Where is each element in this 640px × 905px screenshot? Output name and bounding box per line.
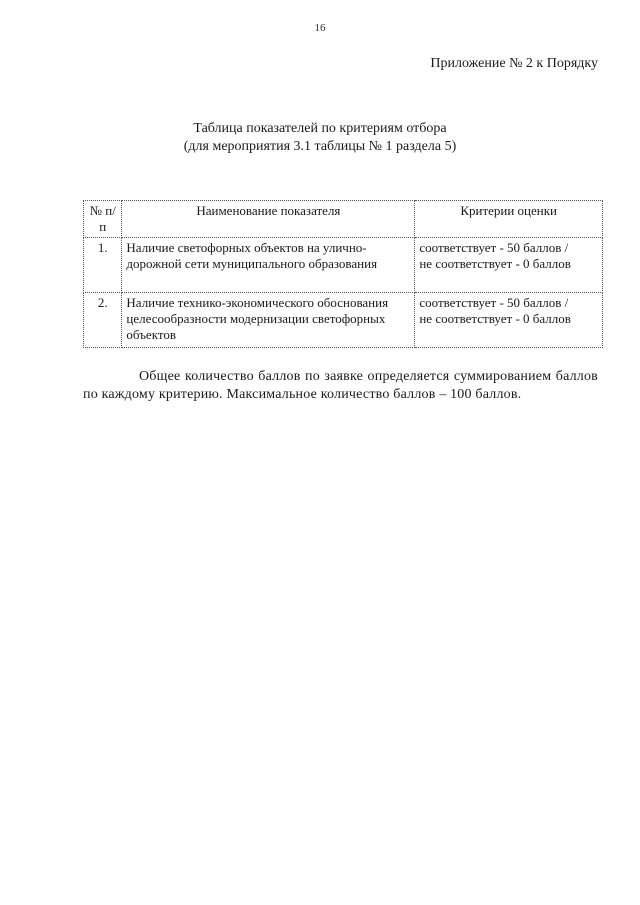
criteria-table [83,200,603,348]
criteria-no-match: не соответствует - 0 баллов [419,311,571,326]
table-title-line-1: Таблица показателей по критериям отбора [193,121,447,136]
table-row [84,293,603,348]
appendix-label: Приложение № 2 к Порядку [430,56,598,71]
header-name: Наименование показателя [122,201,415,238]
row-indicator-name: Наличие технико-экономического обоснования целесообразности модернизации светофорных объектов [122,293,415,348]
page-number: 16 [314,22,326,34]
header-num: № п/п [84,201,122,238]
table-row [84,238,603,293]
table-header-row [84,201,603,238]
row-num: 2. [84,293,122,348]
table-title-line-2: (для мероприятия 3.1 таблицы № 1 раздела 5) [183,139,457,154]
header-criteria: Критерии оценки [415,201,603,238]
row-criteria [415,293,603,348]
criteria-no-match: не соответствует - 0 баллов [419,256,571,271]
table-title [0,120,640,156]
criteria-match: соответствует - 50 баллов / [419,295,569,310]
criteria-match: соответствует - 50 баллов / [419,240,569,255]
row-indicator-name: Наличие светофорных объектов на улично-дорожной сети муниципального образования [122,238,415,293]
row-criteria [415,238,603,293]
scoring-paragraph: Общее количество баллов по заявке определяется суммированием баллов по каждому критерию. Максимальное количество баллов – 100 баллов. [83,369,598,402]
row-num: 1. [84,238,122,293]
